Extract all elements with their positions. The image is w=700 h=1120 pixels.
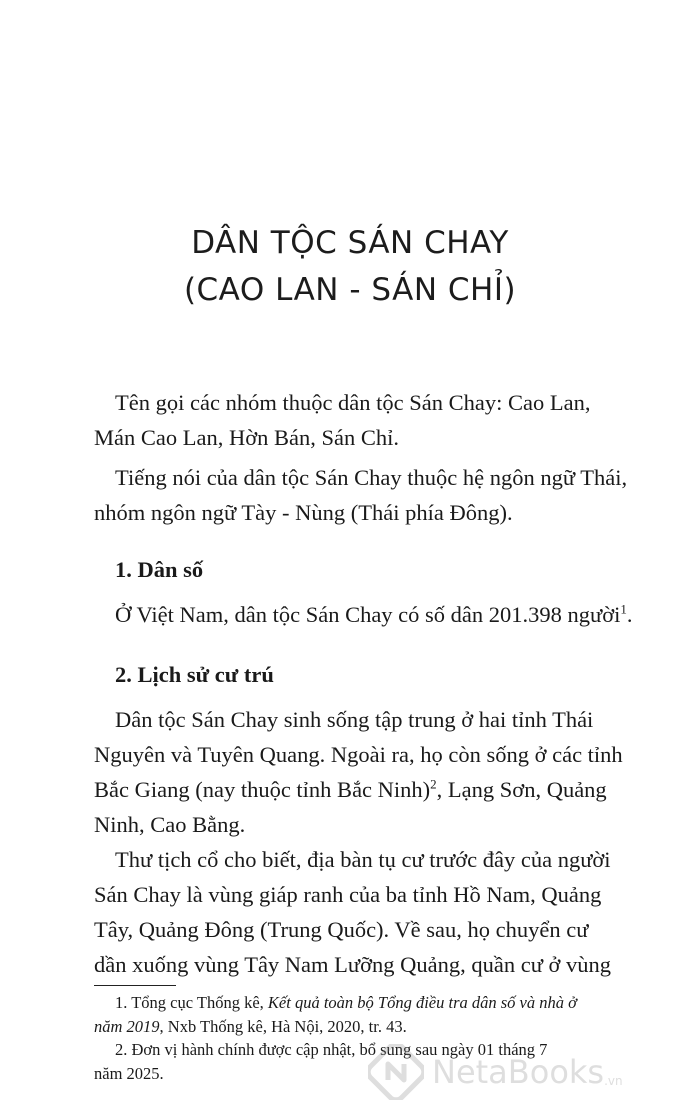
text-line: Tên gọi các nhóm thuộc dân tộc Sán Chay: Cao Lan,	[115, 390, 591, 415]
netabooks-logo-icon	[368, 1044, 424, 1100]
text-end: .	[626, 602, 633, 627]
footnote-2-line: năm 2025.	[94, 1064, 164, 1083]
section-heading-population: 1. Dân số	[115, 557, 204, 582]
history-paragraph-2	[94, 842, 634, 982]
text-line: Tiếng nói của dân tộc Sán Chay thuộc hệ ngôn ngữ Thái,	[115, 465, 628, 490]
watermark-text: NetaBooks	[432, 1053, 605, 1091]
footnote-ref-1[interactable]: 1	[620, 601, 627, 617]
footnote-ref-2[interactable]: 2	[430, 776, 437, 792]
watermark	[368, 1030, 698, 1114]
watermark-suffix: .vn	[604, 1074, 623, 1088]
footnote-1-book-year: năm 2019	[94, 1017, 160, 1036]
footnote-divider	[94, 985, 176, 986]
text-line: Bắc Giang (nay thuộc tỉnh Bắc Ninh)	[94, 777, 431, 802]
text-line: Thư tịch cổ cho biết, địa bàn tụ cư trước đây của người	[115, 847, 611, 872]
section-heading-history: 2. Lịch sử cư trú	[115, 662, 274, 687]
text-line: Ở Việt Nam, dân tộc Sán Chay có số dân 201.398 người	[115, 602, 621, 627]
text-line: Tây, Quảng Đông (Trung Quốc). Về sau, họ chuyển cư	[94, 917, 589, 942]
chapter-title-line2: (CAO LAN - SÁN CHỈ)	[183, 272, 517, 308]
text-line: Mán Cao Lan, Hờn Bán, Sán Chỉ.	[94, 425, 399, 450]
population-paragraph	[94, 597, 634, 632]
footnote-1-book-title: Kết quả toàn bộ Tổng điều tra dân số và nhà ở	[267, 993, 577, 1012]
intro-paragraph-2	[94, 460, 634, 530]
footnote-1-publisher: , Nxb Thống kê, Hà Nội, 2020, tr. 43.	[159, 1017, 407, 1036]
text-line: Nguyên và Tuyên Quang. Ngoài ra, họ còn sống ở các tỉnh	[94, 742, 623, 767]
history-paragraph-1	[94, 702, 634, 842]
text-line: Sán Chay là vùng giáp ranh của ba tỉnh Hồ Nam, Quảng	[94, 882, 602, 907]
footnote-2-line: 2. Đơn vị hành chính được cập nhật, bổ sung sau ngày 01 tháng 7	[115, 1040, 548, 1059]
text-line: Ninh, Cao Bằng.	[94, 812, 246, 837]
footnote-1-text: 1. Tổng cục Thống kê,	[115, 993, 268, 1012]
text-line: dần xuống vùng Tây Nam Lưỡng Quảng, quần cư ở vùng	[94, 952, 612, 977]
chapter-title-line1: DÂN TỘC SÁN CHAY	[191, 225, 509, 261]
intro-paragraph-1	[94, 385, 634, 455]
text-line: Dân tộc Sán Chay sinh sống tập trung ở hai tỉnh Thái	[115, 707, 594, 732]
text-line: nhóm ngôn ngữ Tày - Nùng (Thái phía Đông).	[94, 500, 513, 525]
text-line: , Lạng Sơn, Quảng	[436, 777, 607, 802]
